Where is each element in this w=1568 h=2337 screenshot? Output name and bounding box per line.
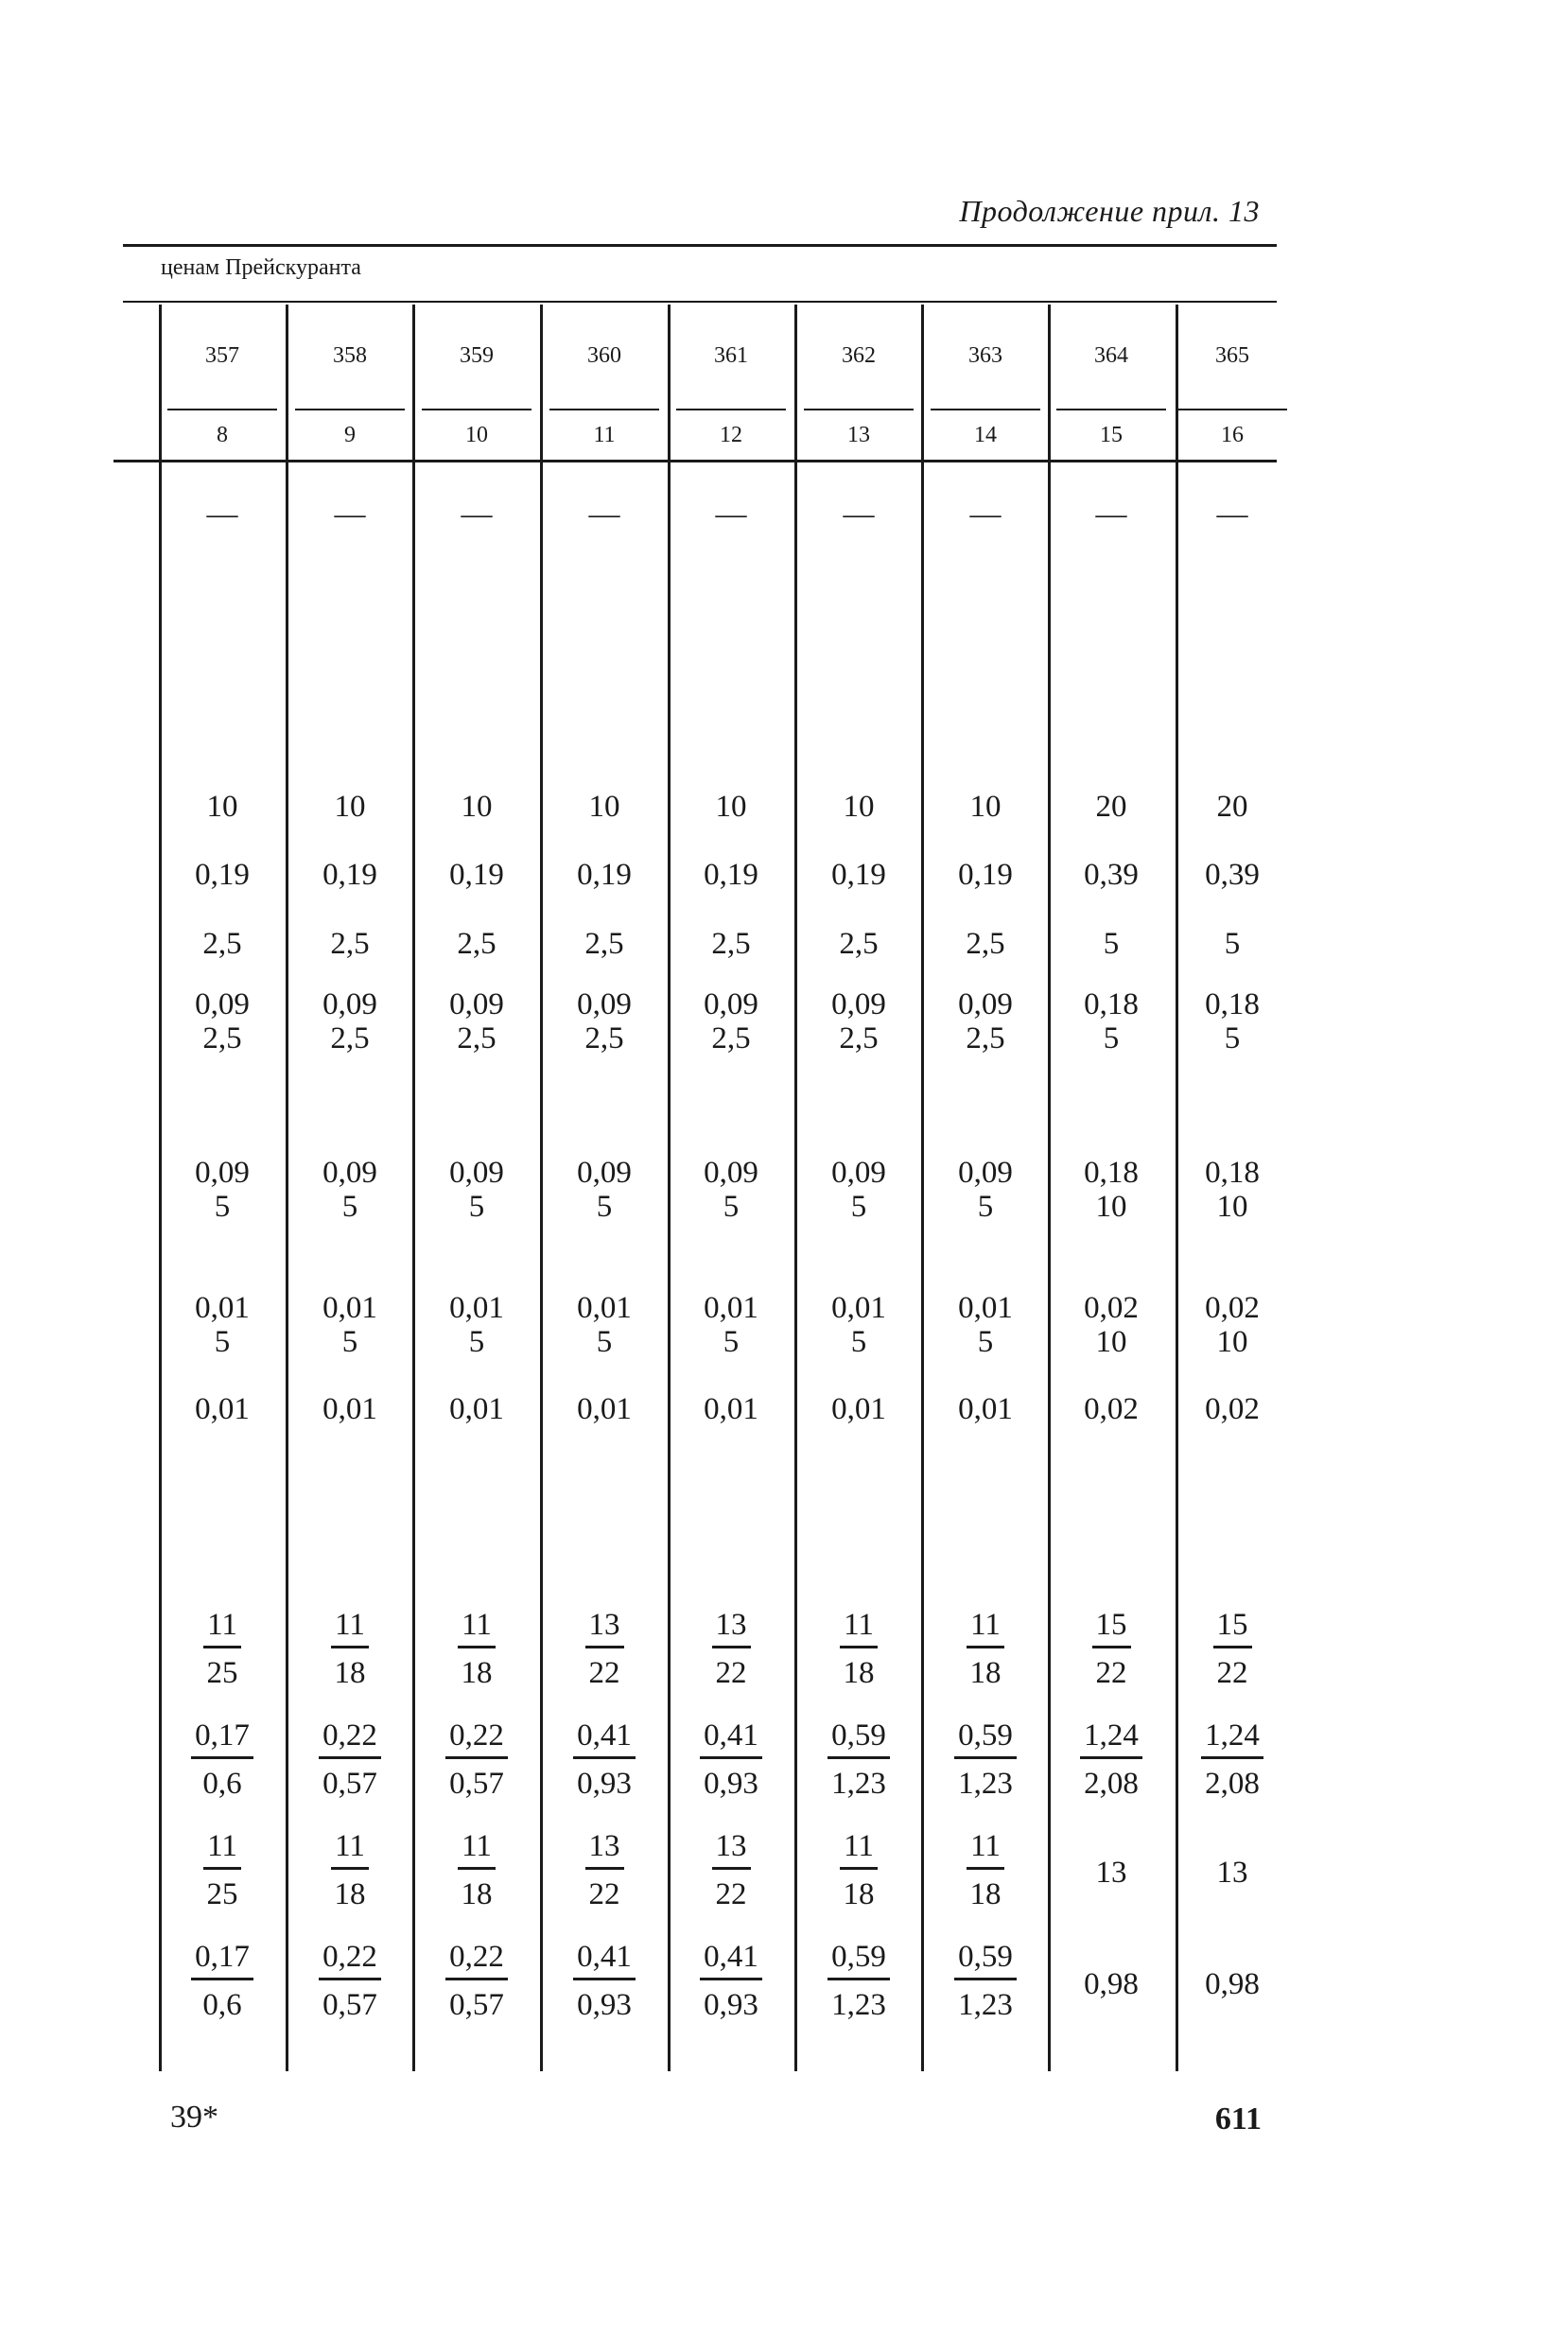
fraction-denominator: 0,93 (577, 1767, 632, 1801)
fraction-numerator: 11 (458, 1608, 496, 1648)
table-cell: 0,01 (831, 1291, 886, 1325)
table-cell: 13 (1095, 1856, 1127, 1890)
table-cell: 5 (1224, 1021, 1241, 1055)
fraction-cell (802, 1940, 915, 2022)
column-number: 15 (1100, 423, 1123, 447)
fraction-denominator: 25 (206, 1656, 238, 1690)
price-list-code: 361 (714, 343, 748, 368)
fraction-denominator: 0,57 (322, 1988, 377, 2022)
code-underline (931, 409, 1040, 410)
table-cell: 2,5 (966, 927, 1005, 961)
fraction-numerator: 1,24 (1201, 1718, 1263, 1759)
table-cell: 0,39 (1084, 858, 1139, 892)
dash-cell: — (715, 497, 747, 532)
table-cell: 0,01 (195, 1291, 250, 1325)
column-number: 10 (465, 423, 488, 447)
fraction-numerator: 0,22 (445, 1718, 508, 1759)
fraction-numerator: 0,59 (954, 1718, 1017, 1759)
fraction-denominator: 18 (461, 1656, 493, 1690)
fraction-denominator: 1,23 (831, 1767, 886, 1801)
table-cell: 10 (715, 790, 747, 824)
code-underline (295, 409, 405, 410)
table-cell: 2,5 (584, 927, 624, 961)
fraction-numerator: 11 (458, 1829, 496, 1870)
table-cell: 0,39 (1205, 858, 1260, 892)
table-cell: 0,02 (1084, 1392, 1139, 1426)
table-cell: 2,5 (584, 1021, 624, 1055)
fraction-cell (420, 1940, 533, 2022)
fraction-cell (929, 1608, 1042, 1690)
continuation-header: Продолжение прил. 13 (959, 194, 1260, 228)
table-cell: 0,01 (704, 1392, 758, 1426)
table-cell: 0,09 (577, 1156, 632, 1190)
column-separator (159, 305, 162, 2071)
fraction-cell (1176, 1718, 1289, 1801)
fraction-numerator: 11 (840, 1608, 878, 1648)
fraction-cell (674, 1608, 788, 1690)
label-rule (123, 301, 1277, 303)
table-cell: 0,19 (449, 858, 504, 892)
table-cell: 0,09 (322, 987, 377, 1021)
fraction-numerator: 15 (1213, 1608, 1252, 1648)
table-cell: 5 (468, 1190, 485, 1224)
fraction-numerator: 0,41 (573, 1940, 636, 1980)
fraction-denominator: 18 (843, 1656, 875, 1690)
fraction-numerator: 11 (331, 1829, 369, 1870)
code-underline (422, 409, 531, 410)
table-cell: 0,01 (958, 1392, 1013, 1426)
code-underline (676, 409, 786, 410)
fraction-numerator: 11 (203, 1608, 241, 1648)
fraction-cell (420, 1608, 533, 1690)
column-separator (1048, 305, 1051, 2071)
table-cell: 0,09 (704, 1156, 758, 1190)
table-cell: 20 (1216, 790, 1248, 824)
fraction-cell (929, 1829, 1042, 1911)
table-cell: 0,18 (1205, 987, 1260, 1021)
table-cell: 2,5 (202, 927, 242, 961)
table-cell: 0,01 (831, 1392, 886, 1426)
column-number: 16 (1221, 423, 1244, 447)
fraction-numerator: 0,59 (954, 1940, 1017, 1980)
fraction-denominator: 18 (969, 1656, 1002, 1690)
table-cell: 5 (850, 1190, 867, 1224)
table-cell: 0,09 (958, 987, 1013, 1021)
table-cell: 0,09 (195, 987, 250, 1021)
column-number: 12 (720, 423, 742, 447)
table-cell: 0,01 (577, 1291, 632, 1325)
fraction-cell (929, 1940, 1042, 2022)
column-separator (668, 305, 671, 2071)
table-cell: 0,02 (1205, 1291, 1260, 1325)
fraction-denominator: 18 (969, 1877, 1002, 1911)
fraction-numerator: 0,17 (191, 1940, 253, 1980)
price-list-code: 358 (333, 343, 367, 368)
fraction-cell (548, 1940, 661, 2022)
table-cell: 0,98 (1205, 1967, 1260, 2001)
table-cell: 0,01 (704, 1291, 758, 1325)
fraction-cell (674, 1829, 788, 1911)
fraction-cell (293, 1940, 407, 2022)
fraction-denominator: 18 (461, 1877, 493, 1911)
dash-cell: — (461, 497, 493, 532)
table-cell: 0,19 (958, 858, 1013, 892)
table-cell: 10 (969, 790, 1002, 824)
fraction-denominator: 25 (206, 1877, 238, 1911)
dash-cell: — (843, 497, 875, 532)
table-cell: 2,5 (457, 1021, 497, 1055)
table-cell: 2,5 (839, 927, 879, 961)
fraction-cell (802, 1829, 915, 1911)
fraction-denominator: 18 (334, 1877, 366, 1911)
table-cell: 5 (1103, 927, 1120, 961)
table-cell: 2,5 (711, 927, 751, 961)
fraction-cell (802, 1608, 915, 1690)
fraction-denominator: 2,08 (1084, 1767, 1139, 1801)
fraction-denominator: 0,93 (577, 1988, 632, 2022)
table-cell: 0,19 (831, 858, 886, 892)
fraction-numerator: 13 (585, 1608, 624, 1648)
table-cell: 5 (341, 1325, 358, 1359)
fraction-numerator: 0,59 (828, 1940, 890, 1980)
fraction-numerator: 13 (712, 1829, 751, 1870)
table-cell: 0,01 (322, 1291, 377, 1325)
table-cell: 0,09 (449, 1156, 504, 1190)
price-list-label: ценам Прейскуранта (161, 255, 361, 280)
fraction-denominator: 22 (715, 1656, 747, 1690)
table-cell: 10 (1095, 1325, 1127, 1359)
column-separator (794, 305, 797, 2071)
fraction-denominator: 18 (334, 1656, 366, 1690)
fraction-cell (166, 1940, 279, 2022)
table-cell: 10 (461, 790, 493, 824)
table-cell: 2,5 (711, 1021, 751, 1055)
fraction-denominator: 22 (715, 1877, 747, 1911)
fraction-cell (1054, 1608, 1168, 1690)
fraction-numerator: 0,59 (828, 1718, 890, 1759)
table-cell: 10 (334, 790, 366, 824)
table-cell: 0,09 (958, 1156, 1013, 1190)
fraction-denominator: 22 (1095, 1656, 1127, 1690)
table-cell: 10 (1095, 1190, 1127, 1224)
column-number: 8 (217, 423, 228, 447)
fraction-denominator: 22 (1216, 1656, 1248, 1690)
fraction-numerator: 0,22 (319, 1718, 381, 1759)
table-cell: 5 (214, 1325, 231, 1359)
price-list-code: 365 (1215, 343, 1249, 368)
table-cell: 0,18 (1205, 1156, 1260, 1190)
dash-cell: — (206, 497, 238, 532)
fraction-numerator: 0,22 (445, 1940, 508, 1980)
page-number: 611 (1214, 2102, 1262, 2136)
dash-cell: — (1216, 497, 1248, 532)
fraction-numerator: 15 (1092, 1608, 1131, 1648)
table-cell: 0,09 (831, 987, 886, 1021)
table-cell: 5 (1103, 1021, 1120, 1055)
table-cell: 2,5 (966, 1021, 1005, 1055)
fraction-denominator: 0,57 (449, 1988, 504, 2022)
table-cell: 0,02 (1084, 1291, 1139, 1325)
table-cell: 0,09 (831, 1156, 886, 1190)
fraction-numerator: 13 (712, 1608, 751, 1648)
dash-cell: — (1095, 497, 1127, 532)
price-list-code: 362 (842, 343, 876, 368)
table-cell: 10 (206, 790, 238, 824)
table-cell: 5 (1224, 927, 1241, 961)
fraction-numerator: 1,24 (1080, 1718, 1142, 1759)
fraction-denominator: 1,23 (958, 1767, 1013, 1801)
table-cell: 0,01 (958, 1291, 1013, 1325)
table-cell: 0,18 (1084, 987, 1139, 1021)
fraction-cell (802, 1718, 915, 1801)
fraction-numerator: 0,22 (319, 1940, 381, 1980)
table-cell: 2,5 (330, 1021, 370, 1055)
table-cell: 2,5 (457, 927, 497, 961)
table-cell: 20 (1095, 790, 1127, 824)
table-cell: 10 (843, 790, 875, 824)
fraction-denominator: 0,6 (202, 1767, 242, 1801)
table-cell: 2,5 (839, 1021, 879, 1055)
price-list-code: 363 (968, 343, 1002, 368)
fraction-denominator: 22 (588, 1877, 620, 1911)
fraction-denominator: 0,6 (202, 1988, 242, 2022)
column-separator (921, 305, 924, 2071)
fraction-cell (293, 1718, 407, 1801)
column-number: 9 (344, 423, 356, 447)
fraction-cell (674, 1940, 788, 2022)
table-cell: 0,09 (322, 1156, 377, 1190)
fraction-numerator: 0,41 (573, 1718, 636, 1759)
dash-cell: — (588, 497, 620, 532)
table-cell: 5 (596, 1325, 613, 1359)
fraction-cell (420, 1829, 533, 1911)
table-cell: 10 (1216, 1325, 1248, 1359)
dash-cell: — (334, 497, 366, 532)
table-cell: 0,09 (704, 987, 758, 1021)
fraction-cell (548, 1829, 661, 1911)
table-cell: 5 (596, 1190, 613, 1224)
table-cell: 0,19 (322, 858, 377, 892)
fraction-numerator: 11 (331, 1608, 369, 1648)
price-list-code: 364 (1094, 343, 1128, 368)
fraction-denominator: 2,08 (1205, 1767, 1260, 1801)
signature-mark: 39* (170, 2100, 218, 2135)
fraction-numerator: 11 (840, 1829, 878, 1870)
fraction-cell (166, 1829, 279, 1911)
price-list-code: 360 (587, 343, 621, 368)
fraction-denominator: 18 (843, 1877, 875, 1911)
table-cell: 0,01 (449, 1392, 504, 1426)
fraction-cell (166, 1608, 279, 1690)
column-number: 14 (974, 423, 997, 447)
fraction-numerator: 0,41 (700, 1718, 762, 1759)
table-cell: 5 (977, 1190, 994, 1224)
table-cell: 5 (723, 1190, 740, 1224)
code-underline (1177, 409, 1287, 410)
fraction-numerator: 0,17 (191, 1718, 253, 1759)
price-list-code: 359 (460, 343, 494, 368)
code-underline (549, 409, 659, 410)
dash-cell: — (969, 497, 1002, 532)
fraction-denominator: 0,57 (449, 1767, 504, 1801)
fraction-cell (548, 1718, 661, 1801)
fraction-denominator: 0,93 (704, 1988, 758, 2022)
code-underline (1056, 409, 1166, 410)
fraction-cell (548, 1608, 661, 1690)
table-cell: 0,09 (449, 987, 504, 1021)
fraction-numerator: 13 (585, 1829, 624, 1870)
column-number: 11 (593, 423, 616, 447)
fraction-cell (293, 1829, 407, 1911)
table-cell: 10 (588, 790, 620, 824)
top-rule (123, 244, 1277, 247)
table-cell: 0,98 (1084, 1967, 1139, 2001)
table-cell: 0,01 (577, 1392, 632, 1426)
table-cell: 5 (341, 1190, 358, 1224)
code-underline (804, 409, 914, 410)
table-cell: 5 (214, 1190, 231, 1224)
fraction-numerator: 0,41 (700, 1940, 762, 1980)
table-cell: 0,01 (195, 1392, 250, 1426)
fraction-cell (420, 1718, 533, 1801)
table-cell: 5 (468, 1325, 485, 1359)
fraction-denominator: 0,57 (322, 1767, 377, 1801)
table-cell: 5 (977, 1325, 994, 1359)
price-list-code: 357 (205, 343, 239, 368)
fraction-cell (166, 1718, 279, 1801)
fraction-cell (674, 1718, 788, 1801)
table-cell: 0,01 (322, 1392, 377, 1426)
column-separator (412, 305, 415, 2071)
fraction-cell (293, 1608, 407, 1690)
table-cell: 0,01 (449, 1291, 504, 1325)
table-cell: 0,19 (704, 858, 758, 892)
fraction-numerator: 11 (967, 1608, 1004, 1648)
table-cell: 2,5 (202, 1021, 242, 1055)
table-cell: 13 (1216, 1856, 1248, 1890)
fraction-denominator: 0,93 (704, 1767, 758, 1801)
table-cell: 10 (1216, 1190, 1248, 1224)
table-cell: 2,5 (330, 927, 370, 961)
table-cell: 0,19 (577, 858, 632, 892)
table-cell: 0,09 (195, 1156, 250, 1190)
code-underline (167, 409, 277, 410)
column-separator (286, 305, 288, 2071)
fraction-cell (929, 1718, 1042, 1801)
fraction-denominator: 1,23 (831, 1988, 886, 2022)
column-number: 13 (847, 423, 870, 447)
fraction-denominator: 1,23 (958, 1988, 1013, 2022)
fraction-cell (1176, 1608, 1289, 1690)
table-cell: 0,02 (1205, 1392, 1260, 1426)
table-cell: 0,19 (195, 858, 250, 892)
column-separator (540, 305, 543, 2071)
fraction-cell (1054, 1718, 1168, 1801)
table-cell: 5 (723, 1325, 740, 1359)
fraction-numerator: 11 (967, 1829, 1004, 1870)
fraction-numerator: 11 (203, 1829, 241, 1870)
fraction-denominator: 22 (588, 1656, 620, 1690)
table-cell: 0,09 (577, 987, 632, 1021)
table-cell: 0,18 (1084, 1156, 1139, 1190)
table-cell: 5 (850, 1325, 867, 1359)
